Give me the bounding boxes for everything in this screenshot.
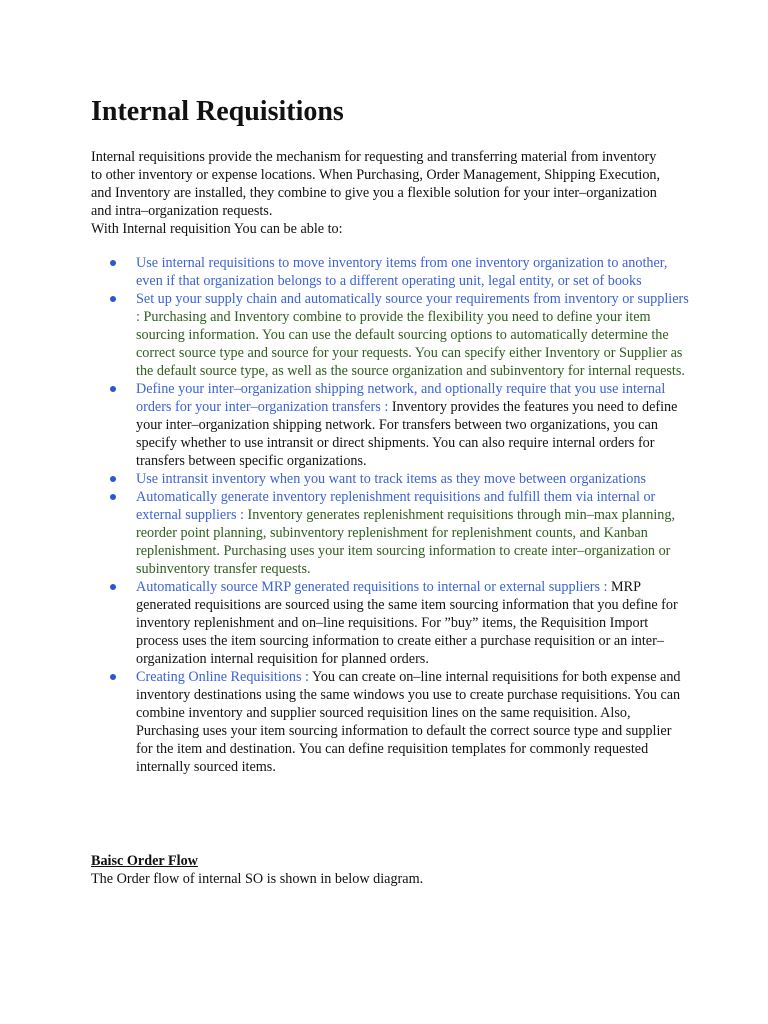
bullet-title: Set up your supply chain and automatically source your requirements from inventory or suppliers : — [136, 291, 689, 325]
bullet-body: MRP generated requisitions are sourced using the same item sourcing information that you define for inventory replenishment and on–line requisitions. For ”buy” items, the Requisition Import process uses the item sourcing information to create either a purchase requisition or an inter–organization internal requisition for planned orders. — [136, 579, 678, 667]
list-item — [91, 254, 691, 290]
intro-paragraph: Internal requisitions provide the mechanism for requesting and transferring material from inventory to other inventory or expense locations. When Purchasing, Order Management, Shipping Execution, and Inventory are installed, they combine to give you a flexible solution for your inter–organization and intra–organization requests. — [91, 149, 661, 219]
list-item — [91, 470, 691, 488]
list-item — [91, 488, 691, 578]
list-item — [91, 380, 691, 470]
bullet-title: Automatically source MRP generated requisitions to internal or external suppliers : — [136, 579, 612, 595]
bullet-body: Inventory provides the features you need to define your inter–organization shipping network. For transfers between two organizations, you can specify whether to use intransit or direct shipments. You can also require internal orders for transfers between specific organizations. — [136, 399, 678, 469]
bullet-title: Creating Online Requisitions : — [136, 669, 313, 685]
order-flow-heading: Baisc Order Flow — [91, 853, 198, 869]
bullet-icon — [110, 494, 116, 500]
list-item — [91, 668, 691, 776]
bullet-icon — [110, 584, 116, 590]
bullet-body: Inventory generates replenishment requisitions through min–max planning, reorder point planning, subinventory replenishment for replenishment counts, and Kanban replenishment. Purchasing uses your item sourcing information to create inter–organization or subinventory transfer requests. — [136, 507, 676, 577]
bullet-body: Purchasing and Inventory combine to provide the flexibility you need to define your item sourcing information. You can use the default sourcing options to automatically determine the correct source type and source for your requests. You can specify either Inventory or Supplier as the default source type, as well as the source organization and subinventory for internal requests. — [136, 309, 685, 379]
bullet-icon — [110, 386, 116, 392]
bullet-title: Automatically generate inventory replenishment requisitions and fulfill them via internal or external suppliers : — [136, 489, 656, 523]
bullet-icon — [110, 476, 116, 482]
bullet-title: Use intransit inventory when you want to track items as they move between organizations — [136, 471, 646, 487]
intro-section — [91, 148, 669, 238]
bullet-body: You can create on–line internal requisitions for both expense and inventory destinations using the same windows you use to create purchase requisitions. You can combine inventory and supplier sourced requisition lines on the same requisition. Also, Purchasing uses your item sourcing information to default the correct source type and supplier for the item and destination. You can define requisition templates for commonly requested internally sourced items. — [136, 669, 681, 775]
bullet-title: Use internal requisitions to move inventory items from one inventory organization to another, even if that organization belongs to a different operating unit, legal entity, or set of books — [136, 255, 668, 289]
bullet-icon — [110, 296, 116, 302]
bullet-icon — [110, 674, 116, 680]
intro-lead-in: With Internal requisition You can be able to: — [91, 221, 343, 237]
list-item — [91, 290, 691, 380]
order-flow-section — [91, 852, 423, 888]
capabilities-list — [91, 254, 691, 776]
list-item — [91, 578, 691, 668]
order-flow-description: The Order flow of internal SO is shown in below diagram. — [91, 871, 424, 887]
page-title: Internal Requisitions — [91, 96, 344, 127]
bullet-icon — [110, 260, 116, 266]
bullet-title: Define your inter–organization shipping network, and optionally require that you use internal orders for your inter–organization transfers : — [136, 381, 666, 415]
